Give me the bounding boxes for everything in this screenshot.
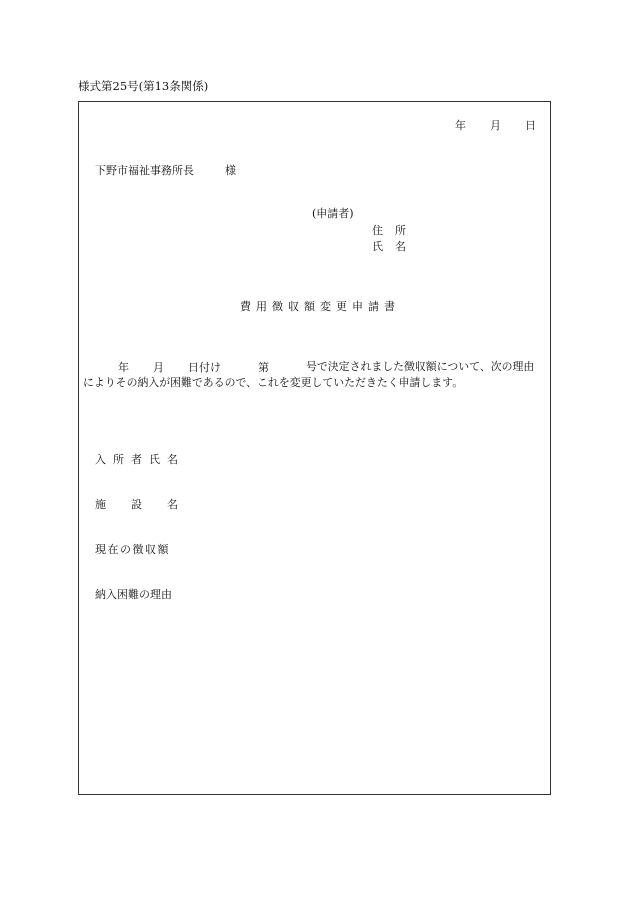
- title-char: 申: [352, 300, 363, 313]
- body-year: 年: [118, 361, 129, 374]
- addressee-name: 下野市福祉事務所長: [95, 164, 194, 177]
- date-month: 月: [490, 119, 501, 132]
- body-line1-rest: 号で決定されました徴収額について、次の理由: [306, 360, 535, 373]
- field-reason: 納入困難の理由: [95, 588, 172, 601]
- field-label-char: 施: [95, 498, 106, 511]
- applicant-label: (申請者): [312, 207, 354, 220]
- title-char: 費: [240, 300, 251, 313]
- date-year: 年: [455, 119, 466, 132]
- title-char: 徴: [272, 300, 283, 313]
- name-label-char-2: 名: [395, 240, 406, 253]
- body-month: 月: [153, 361, 164, 374]
- address-label-char-1: 住: [372, 224, 383, 237]
- form-number: 様式第25号(第13条関係): [78, 79, 209, 93]
- body-line2: によりその納入が困難であるので、これを変更していただきたく申請します。: [83, 376, 464, 389]
- title-char: 請: [368, 300, 379, 313]
- title-char: 収: [288, 300, 299, 313]
- date-day: 日: [525, 119, 536, 132]
- field-label-char: 入: [95, 453, 106, 466]
- title-char: 更: [336, 300, 347, 313]
- title-char: 額: [304, 300, 315, 313]
- field-label-char: 者: [131, 453, 142, 466]
- title-char: 書: [384, 300, 395, 313]
- body-date-suffix: 日付け: [188, 361, 221, 374]
- form-frame: [78, 101, 551, 795]
- field-label-char: 名: [167, 453, 178, 466]
- title-char: 用: [256, 300, 267, 313]
- title-char: 変: [320, 300, 331, 313]
- name-label-char-1: 氏: [372, 240, 383, 253]
- addressee-honorific: 様: [225, 164, 236, 177]
- field-label-char: 氏: [149, 453, 160, 466]
- field-label-char: 名: [167, 498, 178, 511]
- address-label-char-2: 所: [395, 224, 406, 237]
- field-label-char: 設: [131, 498, 142, 511]
- body-number-prefix: 第: [258, 361, 269, 374]
- field-current-amount: 現在の徴収額: [95, 543, 170, 556]
- field-label-char: 所: [113, 453, 124, 466]
